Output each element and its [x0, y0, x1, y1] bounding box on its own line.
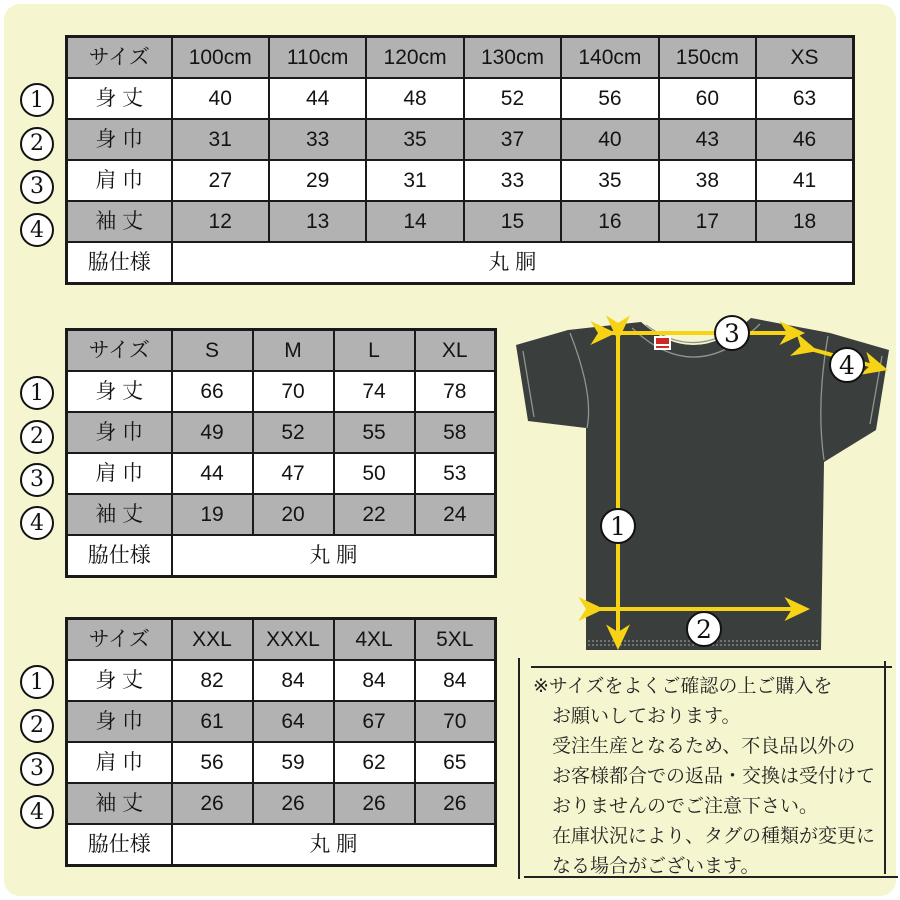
size-value: 14 — [366, 201, 463, 242]
size-table — [65, 328, 497, 578]
column-header: 150cm — [659, 37, 756, 79]
circled-number-4: 4 — [20, 506, 54, 540]
size-corner-header: サイズ — [67, 330, 172, 372]
size-value: 40 — [561, 119, 658, 160]
column-header: 5XL — [415, 619, 496, 661]
row-label: 身 丈 — [67, 371, 172, 412]
row-label: 袖 丈 — [67, 201, 172, 242]
circled-number-1: 1 — [20, 376, 54, 410]
size-value: 24 — [415, 494, 496, 535]
size-value: 84 — [334, 660, 415, 701]
size-value: 82 — [172, 660, 253, 701]
column-header: XS — [756, 37, 853, 79]
size-value: 35 — [561, 160, 658, 201]
size-value: 22 — [334, 494, 415, 535]
size-value: 48 — [366, 78, 463, 119]
circled-number-2: 2 — [20, 420, 54, 454]
size-value: 56 — [561, 78, 658, 119]
notice-line: おりませんのでご注意下さい。 — [552, 796, 819, 817]
size-value: 56 — [172, 742, 253, 783]
neck-tag — [654, 336, 671, 350]
circled-number-1: 1 — [20, 665, 54, 699]
circled-number-3: 3 — [20, 463, 54, 497]
row-label: 袖 丈 — [67, 494, 172, 535]
row-label: 身 丈 — [67, 78, 172, 119]
circled-number-2: 2 — [20, 709, 54, 743]
size-value: 17 — [659, 201, 756, 242]
row-label: 肩 巾 — [67, 160, 172, 201]
size-value: 64 — [253, 701, 334, 742]
size-value: 43 — [659, 119, 756, 160]
size-value: 52 — [464, 78, 561, 119]
column-header: 140cm — [561, 37, 658, 79]
size-value: 18 — [756, 201, 853, 242]
size-corner-header: サイズ — [67, 619, 172, 661]
size-value: 70 — [415, 701, 496, 742]
size-value: 63 — [756, 78, 853, 119]
column-header: XL — [415, 330, 496, 372]
size-value: 26 — [172, 783, 253, 824]
column-header: M — [253, 330, 334, 372]
size-value: 40 — [172, 78, 269, 119]
size-value: 31 — [172, 119, 269, 160]
size-value: 29 — [269, 160, 366, 201]
purchase-notice — [533, 672, 885, 882]
notice-line: ※サイズをよくご確認の上ご購入を — [533, 676, 833, 697]
size-value: 55 — [334, 412, 415, 453]
size-value: 67 — [334, 701, 415, 742]
size-value: 66 — [172, 371, 253, 412]
notice-line: 受注生産となるため、不良品以外の — [552, 736, 856, 757]
size-value: 33 — [464, 160, 561, 201]
size-table — [65, 617, 497, 867]
column-header: 100cm — [172, 37, 269, 79]
size-value: 26 — [253, 783, 334, 824]
size-value: 35 — [366, 119, 463, 160]
size-value: 27 — [172, 160, 269, 201]
column-header: L — [334, 330, 415, 372]
notice-line: なる場合がございます。 — [552, 856, 760, 877]
column-header: 120cm — [366, 37, 463, 79]
column-header: 4XL — [334, 619, 415, 661]
size-value: 46 — [756, 119, 853, 160]
circled-number-4: 4 — [20, 795, 54, 829]
column-header: S — [172, 330, 253, 372]
column-header: 110cm — [269, 37, 366, 79]
column-header: XXL — [172, 619, 253, 661]
size-table-xxl-5xl — [30, 617, 497, 867]
shoulder-width-label: 3 — [724, 319, 740, 348]
row-label: 肩 巾 — [67, 742, 172, 783]
body-length-label: 1 — [610, 512, 626, 541]
circled-number-3: 3 — [20, 752, 54, 786]
size-value: 38 — [659, 160, 756, 201]
column-header: 130cm — [464, 37, 561, 79]
size-table-s-xl — [30, 328, 497, 578]
size-value: 58 — [415, 412, 496, 453]
circled-number-3: 3 — [20, 170, 54, 204]
size-value: 33 — [269, 119, 366, 160]
size-value: 78 — [415, 371, 496, 412]
size-table-kids-xs — [30, 35, 855, 285]
size-value: 84 — [253, 660, 334, 701]
size-value: 41 — [756, 160, 853, 201]
side-spec-value: 丸 胴 — [172, 242, 854, 284]
side-spec-label: 脇仕様 — [67, 535, 172, 577]
size-value: 84 — [415, 660, 496, 701]
size-value: 44 — [269, 78, 366, 119]
size-value: 26 — [415, 783, 496, 824]
side-spec-value: 丸 胴 — [172, 535, 496, 577]
notice-line: 在庫状況により、タグの種類が変更に — [552, 826, 876, 847]
tshirt-diagram — [508, 312, 900, 660]
row-label: 袖 丈 — [67, 783, 172, 824]
size-value: 47 — [253, 453, 334, 494]
size-value: 20 — [253, 494, 334, 535]
size-value: 50 — [334, 453, 415, 494]
size-value: 16 — [561, 201, 658, 242]
size-value: 19 — [172, 494, 253, 535]
tshirt-graphic — [508, 312, 900, 660]
side-spec-value: 丸 胴 — [172, 824, 496, 866]
size-value: 13 — [269, 201, 366, 242]
notice-line: お客様都合での返品・交換は受付けて — [552, 766, 876, 787]
row-label: 身 巾 — [67, 412, 172, 453]
circled-number-2: 2 — [20, 127, 54, 161]
sleeve-length-label: 4 — [839, 351, 855, 380]
notice-frame-top — [531, 666, 892, 668]
body-width-label: 2 — [696, 615, 712, 644]
notice-line: お願いしております。 — [552, 706, 741, 727]
size-value: 49 — [172, 412, 253, 453]
size-value: 59 — [253, 742, 334, 783]
size-value: 31 — [366, 160, 463, 201]
size-value: 15 — [464, 201, 561, 242]
size-value: 26 — [334, 783, 415, 824]
column-header: XXXL — [253, 619, 334, 661]
circled-number-1: 1 — [20, 83, 54, 117]
size-table — [65, 35, 855, 285]
size-value: 70 — [253, 371, 334, 412]
size-value: 44 — [172, 453, 253, 494]
size-value: 65 — [415, 742, 496, 783]
size-value: 62 — [334, 742, 415, 783]
size-value: 52 — [253, 412, 334, 453]
size-value: 60 — [659, 78, 756, 119]
row-label: 身 巾 — [67, 119, 172, 160]
size-corner-header: サイズ — [67, 37, 172, 79]
size-value: 37 — [464, 119, 561, 160]
row-label: 身 巾 — [67, 701, 172, 742]
size-value: 61 — [172, 701, 253, 742]
circled-number-4: 4 — [20, 213, 54, 247]
side-spec-label: 脇仕様 — [67, 824, 172, 866]
side-spec-label: 脇仕様 — [67, 242, 172, 284]
size-value: 12 — [172, 201, 269, 242]
notice-frame-left — [518, 658, 520, 879]
size-value: 53 — [415, 453, 496, 494]
size-value: 74 — [334, 371, 415, 412]
row-label: 身 丈 — [67, 660, 172, 701]
row-label: 肩 巾 — [67, 453, 172, 494]
